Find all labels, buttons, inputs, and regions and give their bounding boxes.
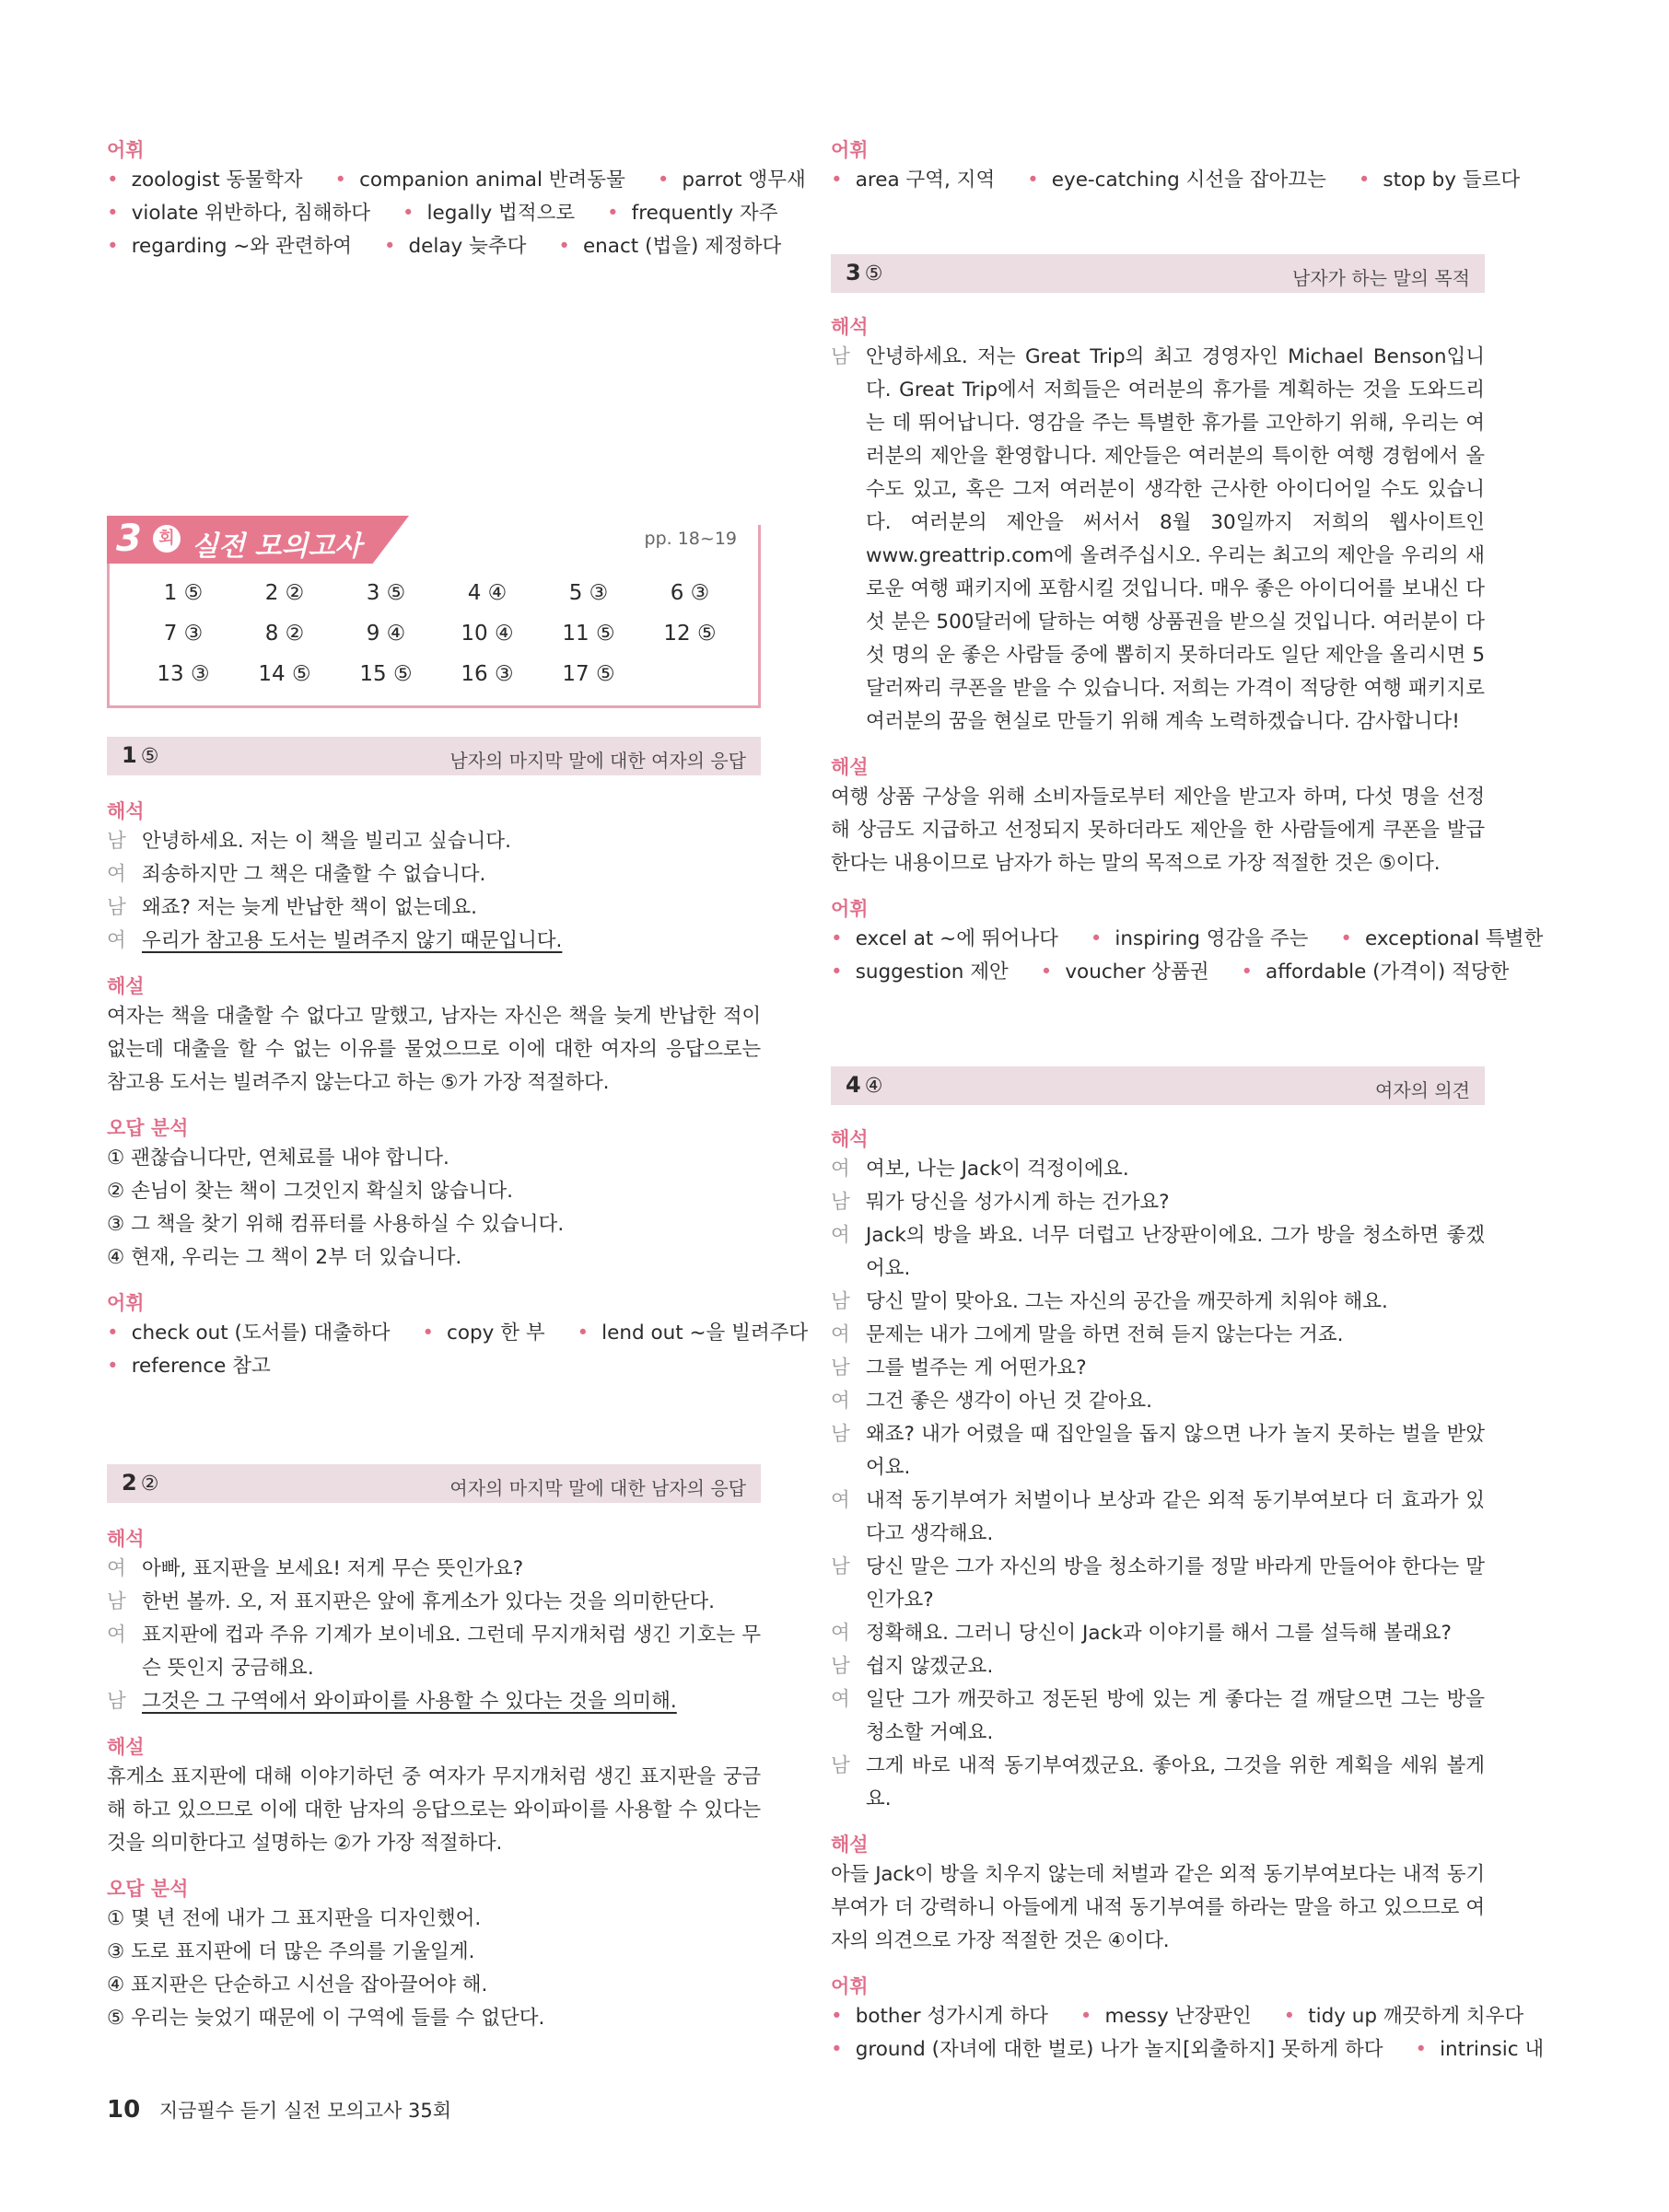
answer-cell: 10 ④: [461, 622, 514, 646]
question-3-header: [831, 254, 1485, 293]
question-2-header: [107, 1464, 761, 1503]
translation-label: 해석: [831, 1128, 869, 1150]
dialogue-line: 남 당신 말은 그가 자신의 방을 청소하기를 정말 바라게 만들어야 한다는 말인가요?: [831, 1555, 1485, 1612]
answer-cell: 16 ③: [461, 662, 514, 686]
vocab-item: • area 구역, 지역: [831, 169, 996, 192]
dialogue-line: 여 죄송하지만 그 책은 대출할 수 없습니다.: [107, 863, 486, 886]
wrong-answer-item: ④ 현재, 우리는 그 책이 2부 더 있습니다.: [107, 1246, 462, 1269]
translation-label: 해석: [831, 316, 869, 338]
dialogue-line: 여 여보, 나는 Jack이 걱정이에요.: [831, 1158, 1129, 1181]
page-footer: [107, 2096, 451, 2124]
vocab-item: • legally 법적으로: [402, 202, 576, 225]
translation-label: 해석: [107, 1528, 145, 1550]
dialogue-line-answer: 남 그것은 그 구역에서 와이파이를 사용할 수 있다는 것을 의미해.: [107, 1690, 677, 1713]
vocab-item: • copy 한 부: [422, 1321, 545, 1345]
page-number: 10: [107, 2096, 141, 2124]
dialogue-line: 여 문제는 내가 그에게 말을 하면 전혀 듣지 않는다는 거죠.: [831, 1323, 1344, 1346]
vocab-line: [107, 1317, 809, 1350]
vocab-line: [831, 923, 1544, 956]
vocab-item: • violate 위반하다, 침해하다: [107, 202, 370, 225]
translation-label: 해석: [107, 800, 145, 822]
vocab-item: • frequently 자주: [606, 202, 778, 225]
dialogue-line: 남 왜죠? 내가 어렸을 때 집안일을 돕지 않으면 나가 놀지 못하는 벌을 받았어요.: [831, 1423, 1485, 1479]
answer-cell: 4 ④: [467, 581, 508, 605]
vocab-item: • inspiring 영감을 주는: [1090, 927, 1309, 950]
vocab-item: • enact (법을) 제정하다: [558, 235, 782, 258]
vocab-item: • regarding ~와 관련하여: [107, 235, 352, 258]
answer-row: [133, 613, 741, 654]
vocab-label: 어휘: [831, 898, 869, 920]
dialogue-line: 남 그를 벌주는 게 어떤가요?: [831, 1356, 1087, 1380]
monologue: 남 안녕하세요. 저는 Great Trip의 최고 경영자인 Michael Benson입니다. Great Trip에서 저희들은 여러분의 휴가를 계획하는 것을 도와드리는 데 뛰어납니다. 영감을 주는 특별한 휴가를 고안하기 위해, 우리는 여러분의 제안을 환영합니다. 제안들은 여러분의 특이한 여행 경험에서 올 수도 있고, 혹은 그저 여러분이 생각한 근사한 아이디어일 수도 있습니다. 여러분의 제안을 써서서 8월 30일까지 저희의 웹사이트인 www.greattrip.com에 올려주십시오. 우리는 최고의 제안을 우리의 새로운 여행 패키지에 포함시킬 것입니다. 매우 좋은 아이디어를 보내신 다섯 분은 500달러에 달하는 여행 상품권을 받으실 것입니다. 여러분이 다섯 명의 운 좋은 사람들 중에 뽑히지 못하더라도 일단 제안을 올리시면 5달러짜리 쿠폰을 받을 수 있습니다. 저희는 가격이 적당한 여행 패키지로 여러분의 꿈을 현실로 만들기 위해 계속 노력하겠습니다. 감사합니다!: [831, 345, 1485, 733]
question-topic: 남자의 마지막 말에 대한 여자의 응답: [449, 750, 746, 772]
answer-cell: 12 ⑤: [663, 622, 717, 646]
question-1-body: [107, 797, 809, 1383]
explanation-text: 휴게소 표지판에 대해 이야기하던 중 여자가 무지개처럼 생긴 표지판을 궁금해 하고 있으므로 이에 대한 남자의 응답으로는 와이파이를 사용할 수 있다는 것을 의미한다고 설명하는 ②가 가장 적절하다.: [107, 1765, 761, 1855]
answer-row: [133, 654, 741, 694]
explanation-label: 해설: [831, 756, 869, 778]
vocab-item: • intrinsic 내: [1415, 2038, 1545, 2061]
explanation-text: 여자는 책을 대출할 수 없다고 말했고, 남자는 자신은 책을 늦게 반납한 적이 없는데 대출을 할 수 없는 이유를 물었으므로 이에 대한 여자의 응답으로는 참고용 도서는 빌려주지 않는다고 하는 ⑤가 가장 적절하다.: [107, 1005, 761, 1094]
wrong-answer-label: 오답 분석: [107, 1117, 189, 1139]
question-4-header: [831, 1066, 1485, 1105]
answer-cell: 6 ③: [670, 581, 710, 605]
vocab-item: • companion animal 반려동물: [334, 169, 625, 192]
vocab-section-top-left: [107, 136, 806, 263]
wrong-answer-item: ④ 표지판은 단순하고 시선을 잡아끌어야 해.: [107, 1973, 488, 1997]
answer-cell: 15 ⑤: [359, 662, 413, 686]
answer-cell: 9 ④: [366, 622, 406, 646]
vocab-item: • parrot 앵무새: [657, 169, 806, 192]
answer-cell: 1 ⑤: [163, 581, 204, 605]
answer-cell: 17 ⑤: [562, 662, 615, 686]
dialogue-line: 여 그건 좋은 생각이 아닌 것 같아요.: [831, 1390, 1153, 1413]
vocab-item: • suggestion 제안: [831, 960, 1009, 984]
answer-cell: 3 ⑤: [366, 581, 406, 605]
explanation-label: 해설: [107, 1736, 145, 1758]
test-number: 3: [116, 518, 142, 560]
question-number: 4 ④: [846, 1072, 883, 1098]
answer-grid: [133, 573, 741, 694]
vocab-label: 어휘: [831, 139, 869, 161]
vocab-line: [107, 197, 778, 230]
question-topic: 여자의 의견: [1375, 1079, 1470, 1101]
vocab-item: • lend out ~을 빌려주다: [577, 1321, 809, 1345]
vocab-item: • reference 참고: [107, 1355, 271, 1378]
vocab-label: 어휘: [107, 139, 145, 161]
answer-cell: 7 ③: [163, 622, 204, 646]
vocab-item: • bother 성가시게 하다: [831, 2005, 1048, 2028]
vocab-line: [107, 164, 806, 197]
question-3-body: [831, 313, 1544, 989]
explanation-label: 해설: [831, 1834, 869, 1856]
dialogue-line: 여 아빠, 표지판을 보세요! 저게 무슨 뜻인가요?: [107, 1557, 524, 1580]
wrong-answer-item: ① 몇 년 전에 내가 그 표지판을 디자인했어.: [107, 1907, 482, 1930]
book-title: 지금필수 듣기 실전 모의고사 35회: [158, 2100, 452, 2122]
wrong-answer-item: ⑤ 우리는 늦었기 때문에 이 구역에 들를 수 없단다.: [107, 2007, 545, 2030]
wrong-answer-item: ① 괜찮습니다만, 연체료를 내야 합니다.: [107, 1147, 449, 1170]
wrong-answer-item: ③ 그 책을 찾기 위해 컴퓨터를 사용하실 수 있습니다.: [107, 1213, 565, 1236]
question-number: 3 ⑤: [846, 260, 883, 285]
question-topic: 남자가 하는 말의 목적: [1292, 267, 1470, 289]
vocab-section-top-right: [831, 136, 1521, 197]
vocab-line: [831, 164, 1521, 197]
dialogue-line: 여 Jack의 방을 봐요. 너무 더럽고 난장판이에요. 그가 방을 청소하면 좋겠어요.: [831, 1224, 1485, 1280]
dialogue-line-answer: 여 우리가 참고용 도서는 빌려주지 않기 때문입니다.: [107, 929, 563, 952]
dialogue-line: 남 쉽지 않겠군요.: [831, 1655, 994, 1678]
dialogue-line: 남 한번 볼까. 오, 저 표지판은 앞에 휴게소가 있다는 것을 의미한단다.: [107, 1590, 716, 1613]
vocab-line: [831, 956, 1510, 989]
vocab-line: [107, 1350, 761, 1383]
vocab-item: • zoologist 동물학자: [107, 169, 303, 192]
answer-row: [133, 573, 741, 613]
vocab-item: • tidy up 깨끗하게 치우다: [1283, 2005, 1524, 2028]
dialogue-line: 남 안녕하세요. 저는 이 책을 빌리고 싶습니다.: [107, 830, 511, 853]
dialogue-line: 여 일단 그가 깨끗하고 정돈된 방에 있는 게 좋다는 걸 깨달으면 그는 방을 청소할 거예요.: [831, 1688, 1485, 1744]
vocab-item: • messy 난장판인: [1080, 2005, 1252, 2028]
answer-key-box: [107, 516, 761, 709]
vocab-line: [107, 230, 782, 263]
dialogue-line: 여 표지판에 컵과 주유 기계가 보이네요. 그런데 무지개처럼 생긴 기호는 무슨 뜻인지 궁금해요.: [107, 1624, 761, 1680]
dialogue-line: 남 뭐가 당신을 성가시게 하는 건가요?: [831, 1191, 1170, 1214]
dialogue-line: 여 내적 동기부여가 처벌이나 보상과 같은 외적 동기부여보다 더 효과가 있다고 생각해요.: [831, 1489, 1485, 1545]
explanation-text: 여행 상품 구상을 위해 소비자들로부터 제안을 받고자 하며, 다섯 명을 선정해 상금도 지급하고 선정되지 못하더라도 제안을 한 사람들에게 쿠폰을 발급한다는 내용이므로 남자가 하는 말의 목적으로 가장 적절한 것은 ⑤이다.: [831, 786, 1485, 875]
answer-cell: 8 ②: [264, 622, 305, 646]
dialogue-line: 남 그게 바로 내적 동기부여겠군요. 좋아요, 그것을 위한 계획을 세워 볼게요.: [831, 1754, 1485, 1810]
vocab-label: 어휘: [107, 1292, 145, 1314]
explanation-text: 아들 Jack이 방을 치우지 않는데 처벌과 같은 외적 동기부여보다는 내적 동기부여가 더 강력하니 아들에게 내적 동기부여를 하라는 말을 하고 있으므로 여자의 의견으로 가장 적절한 것은 ④이다.: [831, 1863, 1485, 1952]
vocab-line: [831, 2033, 1545, 2066]
question-1-header: [107, 737, 761, 775]
vocab-item: • ground (자녀에 대한 벌로) 나가 놀지[외출하지] 못하게 하다: [831, 2038, 1383, 2061]
answer-cell: 14 ⑤: [258, 662, 311, 686]
vocab-label: 어휘: [831, 1975, 869, 1997]
vocab-item: • delay 늦추다: [383, 235, 527, 258]
question-topic: 여자의 마지막 말에 대한 남자의 응답: [449, 1477, 746, 1499]
wrong-answer-label: 오답 분석: [107, 1878, 189, 1900]
vocab-item: • stop by 들르다: [1358, 169, 1521, 192]
vocab-line: [831, 2000, 1524, 2033]
vocab-item: • check out (도서를) 대출하다: [107, 1321, 391, 1345]
question-number: 2 ②: [122, 1470, 159, 1496]
answer-box-title: 실전 모의고사: [192, 530, 362, 563]
answer-cell: 2 ②: [264, 581, 305, 605]
answer-cell: 11 ⑤: [562, 622, 615, 646]
wrong-answer-item: ② 손님이 찾는 책이 그것인지 확실치 않습니다.: [107, 1180, 513, 1203]
wrong-answer-item: ③ 도로 표지판에 더 많은 주의를 기울일게.: [107, 1940, 475, 1963]
vocab-item: • excel at ~에 뛰어나다: [831, 927, 1058, 950]
dialogue-line: 여 정확해요. 그러니 당신이 Jack과 이야기를 해서 그를 설득해 볼래요?: [831, 1622, 1452, 1645]
dialogue-line: 남 당신 말이 맞아요. 그는 자신의 공간을 깨끗하게 치워야 해요.: [831, 1290, 1388, 1313]
page-range: pp. 18~19: [644, 529, 737, 549]
question-2-body: [107, 1525, 761, 2035]
vocab-item: • exceptional 특별한: [1340, 927, 1544, 950]
vocab-item: • voucher 상품권: [1040, 960, 1209, 984]
question-number: 1 ⑤: [122, 742, 159, 768]
answer-cell: 13 ③: [157, 662, 210, 686]
explanation-label: 해설: [107, 975, 145, 997]
question-4-body: [831, 1125, 1545, 2066]
dialogue-line: 남 왜죠? 저는 늦게 반납한 책이 없는데요.: [107, 896, 477, 919]
vocab-item: • eye-catching 시선을 잡아끄는: [1027, 169, 1326, 192]
test-round-badge: 회: [153, 525, 181, 553]
vocab-item: • affordable (가격이) 적당한: [1241, 960, 1510, 984]
answer-cell: 5 ③: [568, 581, 609, 605]
